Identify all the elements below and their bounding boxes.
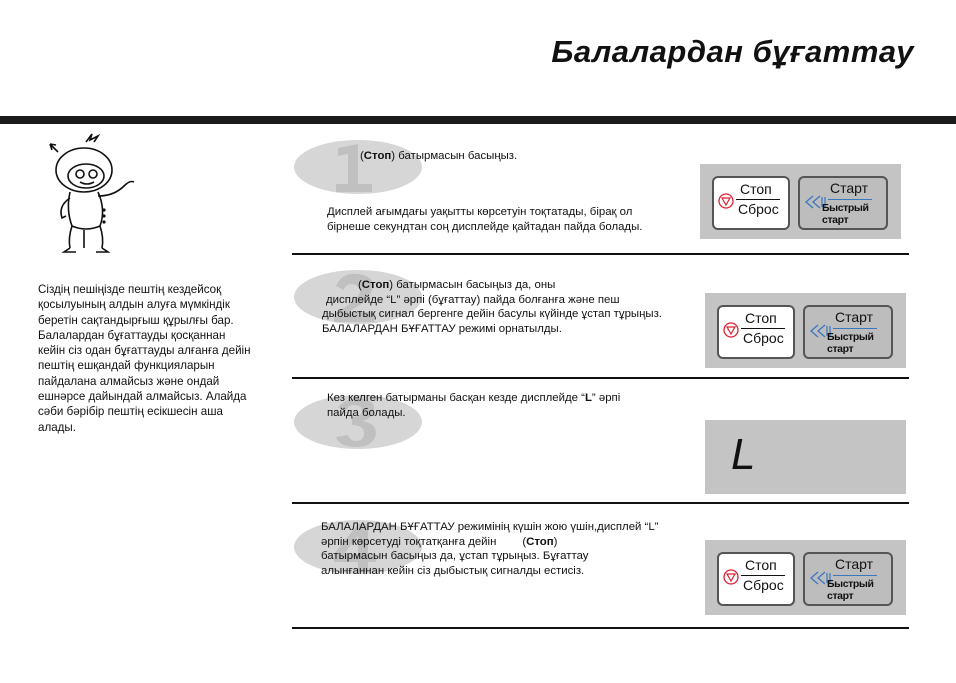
step-1-note: Дисплей ағымдағы уақытты көрсетуін тоқтатады, бірақ ол бірнеше секундтан соң дисплейде қайтадан пайда болады. <box>327 206 643 233</box>
stop-reset-button[interactable] <box>712 176 790 230</box>
start-text: Старт <box>835 309 874 325</box>
quick-start-text: Быстрый старт <box>827 331 874 355</box>
stop-icon <box>722 322 740 338</box>
quick-start-text: Быстрый старт <box>822 202 869 226</box>
page-title: Балалардан бұғаттау <box>551 34 914 69</box>
step-3-instruction: Кез келген батырманы басқан кезде дисплейде “L” әрпі пайда болады. <box>327 392 621 419</box>
start-text: Старт <box>835 556 874 572</box>
stop-reset-button[interactable] <box>717 305 795 359</box>
stop-reset-button[interactable] <box>717 552 795 606</box>
stop-label: Стоп <box>361 279 390 291</box>
stop-icon <box>722 569 740 585</box>
reset-text: Сброс <box>743 330 784 346</box>
button-panel <box>700 164 901 239</box>
step-number-1 <box>292 138 426 196</box>
reset-text: Сброс <box>743 577 784 593</box>
divider <box>292 253 909 255</box>
stop-text: Стоп <box>745 310 777 326</box>
reset-text: Сброс <box>738 201 779 217</box>
button-panel <box>705 293 906 368</box>
divider <box>292 377 909 379</box>
stop-label: Стоп <box>363 150 392 162</box>
stop-text: Стоп <box>740 181 772 197</box>
step-2-instruction: (Стоп) батырмасын басыңыз да, оны дисплейде “L” әрпі (бұғаттау) пайда болғанға және пеш дыбыстық сигнал бергенге дейін басулы күйінде ұстап тұрыңыз. БАЛАЛАРДАН БҰҒАТТАУ режимі орнатылды. <box>322 279 662 335</box>
lcd-display <box>705 420 906 494</box>
mascot-illustration <box>40 130 160 260</box>
header-divider <box>0 116 956 124</box>
stop-label: Стоп <box>526 535 554 548</box>
stop-icon <box>717 193 735 209</box>
stop-text: Стоп <box>745 557 777 573</box>
intro-paragraph: Сіздің пешіңізде пештің кездейсоқ қосылуының алдын алуға мүмкіндік беретін сақтандырғыш құрылғы бар. Балалардан бұғаттауды қосқаннан кейін сіз одан бұғаттауды алғанға дейін пештің ешқандай функцияларын пайдалана алмайсыз және ондай ешнәрсе дайындай алмайсыз. Алайда сәби бәрібір пештің есікшесін аша алады. <box>38 283 251 434</box>
start-button[interactable] <box>803 305 893 359</box>
start-button[interactable] <box>798 176 888 230</box>
button-panel <box>705 540 906 615</box>
quick-start-text: Быстрый старт <box>827 578 874 602</box>
divider <box>292 627 909 629</box>
start-button[interactable] <box>803 552 893 606</box>
step-1-instruction: (Стоп) батырмасын басыңыз. <box>360 150 518 162</box>
display-text: L <box>731 430 756 479</box>
divider <box>292 502 909 504</box>
start-text: Старт <box>830 180 869 196</box>
step-4-instruction: БАЛАЛАРДАН БҰҒАТТАУ режимінің күшін жою үшін,дисплей “L” әрпін көрсетуді тоқтатқанға дейін (Стоп) батырмасын басыңыз да, ұстап тұрыңыз. Бұғаттау алынғаннан кейін сіз дыбыстық сигналды естисіз. <box>321 521 659 577</box>
